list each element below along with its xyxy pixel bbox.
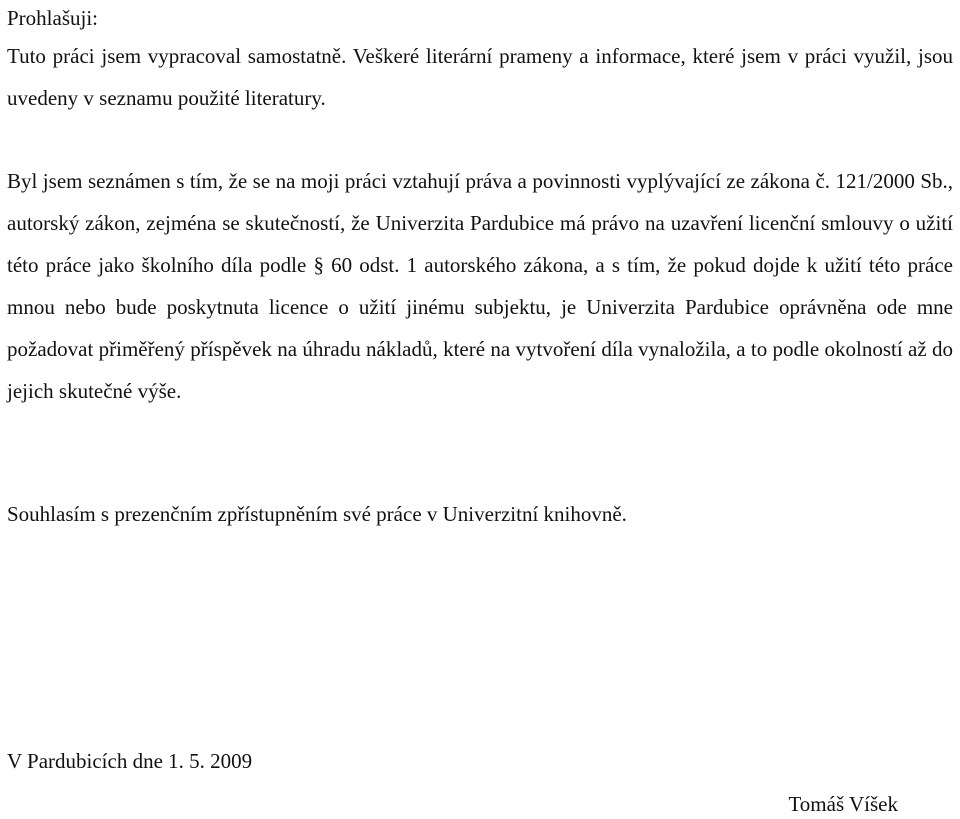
declaration-heading: Prohlašuji: (7, 6, 99, 30)
originality-statement: Tuto práci jsem vypracoval samostatně. Veškeré literární prameny a informace, které jsem v práci využil, jsou uvedeny v seznamu použité literatury. (7, 44, 953, 110)
place-and-date: V Pardubicích dne 1. 5. 2009 (7, 749, 253, 773)
copyright-statement: Byl jsem seznámen s tím, že se na moji práci vztahují práva a povinnosti vyplývající ze zákona č. 121/2000 Sb., autorský zákon, zejména se skutečností, že Univerzita Pardubice má právo na uzavření licenční smlouvy o užití této práce jako školního díla podle § 60 odst. 1 autorského zákona, a s tím, že pokud dojde k užití této práce mnou nebo bude poskytnuta licence o užití jinému subjektu, je Univerzita Pardubice oprávněna ode mne požadovat přiměřený příspěvek na úhradu nákladů, které na vytvoření díla vynaložila, a to podle okolností až do jejich skutečné výše. (7, 169, 953, 403)
library-consent-statement: Souhlasím s prezenčním zpřístupněním své práce v Univerzitní knihovně. (7, 502, 627, 526)
author-name: Tomáš Víšek (788, 792, 898, 816)
